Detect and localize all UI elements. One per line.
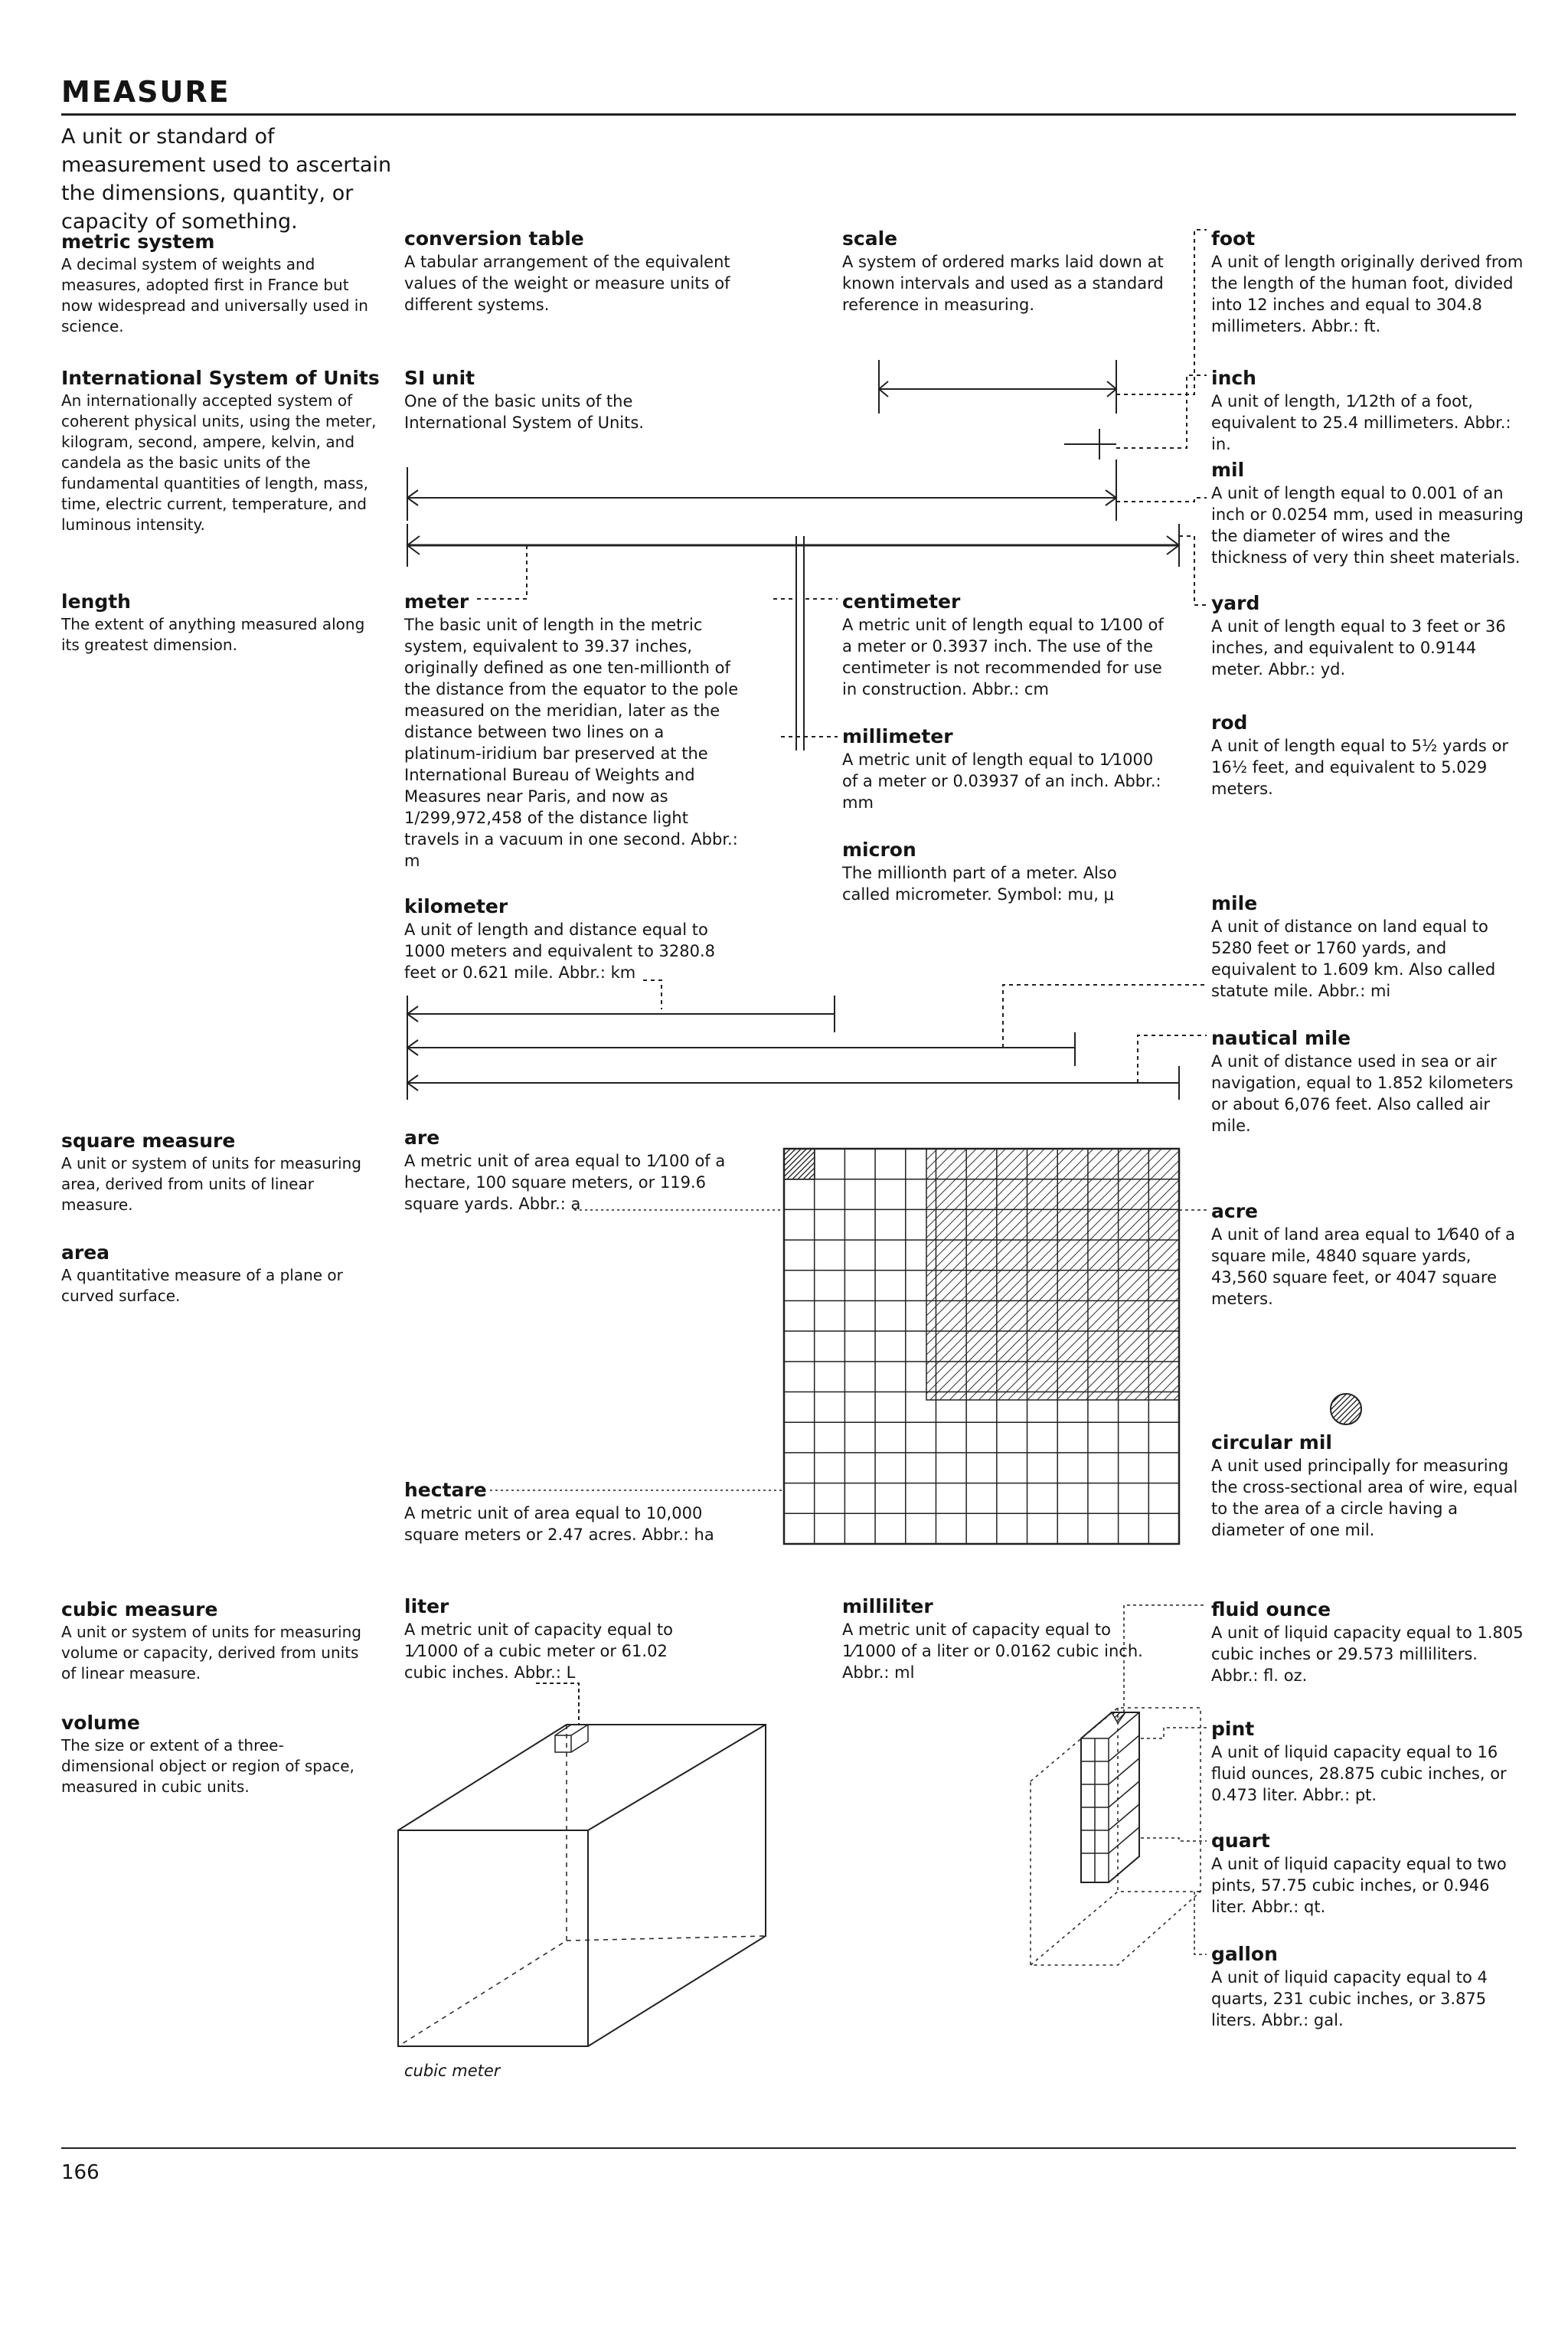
term-millimeter: millimeter xyxy=(842,725,953,747)
liter-hidden-edges xyxy=(1031,1708,1200,1965)
term-are: are xyxy=(404,1127,440,1149)
def-conversion-table: A tabular arrangement of the equivalent values of the weight or measure units of different systems. xyxy=(404,253,730,314)
def-centimeter: A metric unit of length equal to 1⁄100 of a meter or 0.3937 inch. The use of the centimeter is not recommended for use in construction. Abbr.: cm xyxy=(842,616,1164,698)
def-are: A metric unit of area equal to 1⁄100 of a hectare, 100 square meters, or 119.6 square yards. Abbr.: a xyxy=(404,1152,726,1213)
inch-leader xyxy=(1116,375,1207,448)
are-square xyxy=(784,1149,815,1179)
meter-leader xyxy=(476,545,527,599)
term-volume: volume xyxy=(61,1712,140,1734)
def-micron: The millionth part of a meter. Also called micrometer. Symbol: mu, μ xyxy=(842,864,1117,904)
term-fluid-ounce: fluid ounce xyxy=(1211,1598,1331,1620)
def-rod: A unit of length equal to 5½ yards or 16½ feet, and equivalent to 5.029 meters. xyxy=(1211,737,1509,798)
term-metric-system: metric system xyxy=(61,231,215,253)
mil-leader xyxy=(1116,498,1207,502)
def-pint: A unit of liquid capacity equal to 16 fluid ounces, 28.875 cubic inches, or 0.473 liter. Abbr.: pt. xyxy=(1211,1743,1507,1804)
page-number: 166 xyxy=(61,2161,100,2184)
term-si-unit: SI unit xyxy=(404,367,475,389)
cube-front-edges xyxy=(398,1725,766,2046)
def-scale: A system of ordered marks laid down at known intervals and used as a standard reference in measuring. xyxy=(842,253,1164,314)
def-kilometer: A unit of length and distance equal to 1000 meters and equivalent to 3280.8 feet or 0.621 mile. Abbr.: km xyxy=(404,921,715,982)
term-milliliter: milliliter xyxy=(842,1595,933,1617)
def-meter: The basic unit of length in the metric system, equivalent to 39.37 inches, originally defined as one ten-millionth of the distance from the equator to the pole measured on the meridian, later as the distance between two lines on a platinum-iridium bar preserved at the International Bureau of Weights and Measures near Paris, and now as 1/299,972,458 of the distance light travels in a vacuum in one second. Abbr.: m xyxy=(404,616,739,870)
term-liter: liter xyxy=(404,1595,449,1617)
def-length: The extent of anything measured along its greatest dimension. xyxy=(61,615,365,654)
def-inch: A unit of length, 1⁄12th of a foot, equivalent to 25.4 millimeters. Abbr.: in. xyxy=(1211,392,1511,453)
pint-column-edges xyxy=(1081,1712,1139,1882)
nautical-mile-leader xyxy=(1138,1035,1207,1083)
pint-leader xyxy=(1141,1728,1207,1738)
term-mil: mil xyxy=(1211,459,1245,481)
area-grid-diagram xyxy=(490,1149,1361,1544)
term-area: area xyxy=(61,1241,110,1264)
def-fluid-ounce: A unit of liquid capacity equal to 1.805 cubic inches or 29.573 milliliters. Abbr.: fl. oz. xyxy=(1211,1624,1524,1685)
def-nautical-mile: A unit of distance used in sea or air navigation, equal to 1.852 kilometers or about 6,076 feet. Also called air mile. xyxy=(1211,1052,1514,1135)
term-micron: micron xyxy=(842,839,916,861)
def-cubic-measure: A unit or system of units for measuring volume or capacity, derived from units of linear measure. xyxy=(61,1623,361,1683)
gallon-leader xyxy=(1194,1892,1207,1954)
milliliter-cell xyxy=(1112,1712,1125,1723)
term-conversion-table: conversion table xyxy=(404,227,584,250)
cubic-meter-caption: cubic meter xyxy=(404,2062,501,2080)
term-circular-mil: circular mil xyxy=(1211,1431,1332,1454)
acre-hatched-area xyxy=(926,1149,1179,1400)
def-quart: A unit of liquid capacity equal to two pints, 57.75 cubic inches, or 0.946 liter. Abbr.: qt. xyxy=(1211,1855,1507,1916)
yard-leader xyxy=(1179,536,1207,605)
cube-hidden-edges xyxy=(398,1725,766,2046)
term-scale: scale xyxy=(842,227,898,250)
def-gallon: A unit of liquid capacity equal to 4 quarts, 231 cubic inches, or 3.875 liters. Abbr.: gal. xyxy=(1211,1968,1488,2029)
pint-column-divisions xyxy=(1081,1735,1139,1853)
length-scale-diagram xyxy=(407,230,1207,751)
term-quart: quart xyxy=(1211,1830,1270,1852)
liter-leader xyxy=(536,1683,579,1725)
quart-leader xyxy=(1141,1838,1207,1841)
term-rod: rod xyxy=(1211,711,1248,734)
term-cubic-measure: cubic measure xyxy=(61,1598,218,1620)
term-mile: mile xyxy=(1211,892,1258,914)
term-meter: meter xyxy=(404,590,469,613)
term-hectare: hectare xyxy=(404,1479,487,1501)
term-kilometer: kilometer xyxy=(404,895,508,917)
term-foot: foot xyxy=(1211,227,1256,250)
kilometer-leader xyxy=(643,980,662,1009)
def-foot: A unit of length originally derived from the length of the human foot, divided into 12 inches and equal to 304.8 millimeters. Abbr.: ft. xyxy=(1211,253,1524,335)
term-centimeter: centimeter xyxy=(842,590,961,613)
term-nautical-mile: nautical mile xyxy=(1211,1027,1351,1049)
def-si-unit: One of the basic units of the International System of Units. xyxy=(404,392,644,432)
fluid-ounce-leader xyxy=(1124,1605,1207,1712)
def-si-units: An internationally accepted system of coherent physical units, using the meter, kilogram, second, ampere, kelvin, and candela as the basic units of the fundamental quantities of length, mass, time, electric current, temperature, and luminous intensity. xyxy=(61,391,377,534)
term-gallon: gallon xyxy=(1211,1943,1278,1965)
term-si-units: International System of Units xyxy=(61,367,380,389)
circular-mil-circle xyxy=(1331,1394,1361,1424)
term-yard: yard xyxy=(1211,592,1260,614)
term-square-measure: square measure xyxy=(61,1130,236,1152)
liter-outline xyxy=(1031,1708,1200,1965)
def-milliliter: A metric unit of capacity equal to 1⁄1000 of a liter or 0.0162 cubic inch. Abbr.: ml xyxy=(842,1620,1143,1682)
def-mil: A unit of length equal to 0.001 of an inch or 0.0254 mm, used in measuring the diameter of wires and the thickness of very thin sheet materials. xyxy=(1211,484,1524,567)
term-pint: pint xyxy=(1211,1718,1255,1740)
def-area: A quantitative measure of a plane or curved surface. xyxy=(61,1266,343,1305)
liquid-capacity-diagram xyxy=(1031,1605,1207,1965)
cubic-meter-diagram xyxy=(398,1683,766,2046)
mile-leader xyxy=(1003,985,1207,1048)
page-title: MEASURE xyxy=(61,75,230,109)
def-liter: A metric unit of capacity equal to 1⁄1000 of a cubic meter or 61.02 cubic inches. Abbr.: L xyxy=(404,1620,673,1682)
def-volume: The size or extent of a three-dimensional object or region of space, measured in cubic units. xyxy=(61,1736,354,1796)
term-inch: inch xyxy=(1211,367,1256,389)
intro-text: A unit or standard of measurement used to ascertain the dimensions, quantity, or capacity of something. xyxy=(61,125,392,234)
def-millimeter: A metric unit of length equal to 1⁄1000 of a meter or 0.03937 of an inch. Abbr.: mm xyxy=(842,751,1161,812)
def-square-measure: A unit or system of units for measuring area, derived from units of linear measure. xyxy=(61,1154,361,1214)
cube-outline xyxy=(398,1725,766,2046)
term-acre: acre xyxy=(1211,1200,1258,1222)
term-length: length xyxy=(61,590,131,613)
def-circular-mil: A unit used principally for measuring the cross-sectional area of wire, equal to the area of a circle having a diameter of one mil. xyxy=(1211,1457,1518,1539)
def-acre: A unit of land area equal to 1⁄640 of a square mile, 4840 square yards, 43,560 square feet, or 4047 square meters. xyxy=(1211,1225,1515,1308)
foot-leader xyxy=(1116,230,1207,394)
distance-scale-diagram xyxy=(407,980,1207,1100)
def-hectare: A metric unit of area equal to 10,000 square meters or 2.47 acres. Abbr.: ha xyxy=(404,1504,714,1544)
def-mile: A unit of distance on land equal to 5280 feet or 1760 yards, and equivalent to 1.609 km. Also called statute mile. Abbr.: mi xyxy=(1211,917,1496,1000)
def-metric-system: A decimal system of weights and measures, adopted first in France but now widespread and universally used in science. xyxy=(61,255,368,335)
def-yard: A unit of length equal to 3 feet or 36 inches, and equivalent to 0.9144 meter. Abbr.: yd. xyxy=(1211,617,1506,679)
